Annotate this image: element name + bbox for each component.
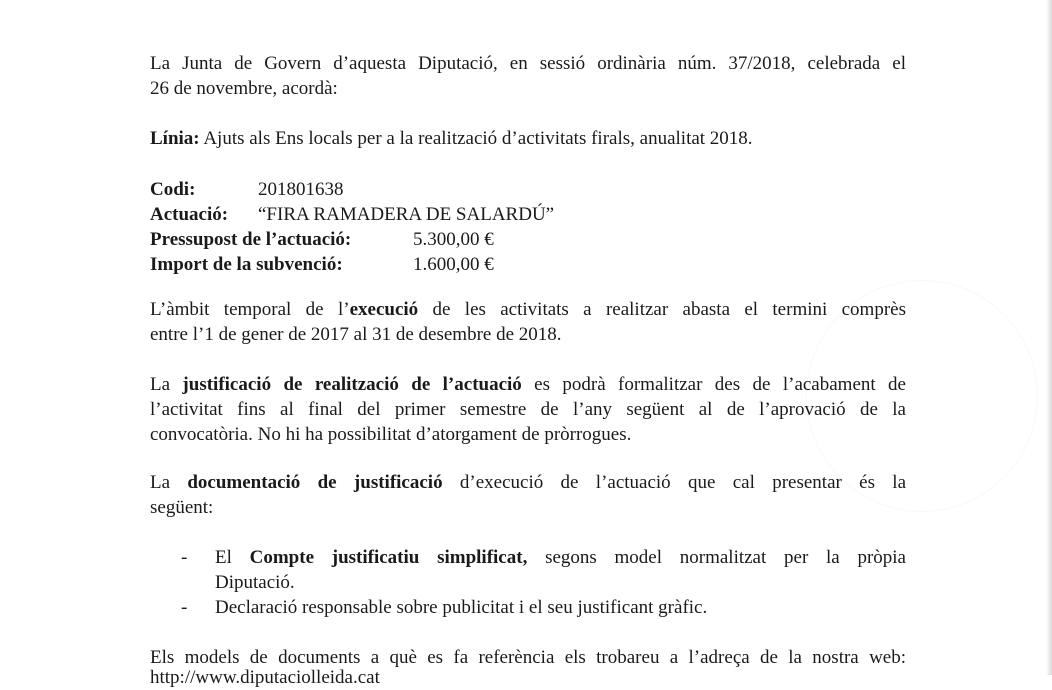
- linia-paragraph: [150, 127, 753, 151]
- linia-text: Ajuts als Ens locals per a la realització d’activitats firals, anualitat 2018.: [199, 128, 753, 149]
- pressupost-value: 5.300,00 €: [413, 229, 494, 250]
- bullet-1-post: segons model normalitzat per la pròpia: [527, 547, 906, 568]
- page-edge-shadow: [1046, 0, 1052, 675]
- import-value: 1.600,00 €: [413, 254, 494, 275]
- actuacio-value: “FIRA RAMADERA DE SALARDÚ”: [258, 204, 555, 225]
- linia-label: Línia:: [150, 128, 200, 149]
- intro-line-2: 26 de novembre, acordà:: [150, 78, 338, 99]
- models-line-2-cropped: [150, 667, 470, 688]
- bullet-1-pre: El: [215, 547, 250, 568]
- ambit-pre: L’àmbit temporal de l’: [150, 299, 350, 320]
- actuacio-label: Actuació:: [150, 204, 229, 225]
- documentacio-bold: documentació de justificació: [187, 472, 443, 493]
- bullet-1-line-1: [215, 546, 906, 570]
- intro-line-1: La Junta de Govern d’aquesta Diputació, en sessió ordinària núm. 37/2018, celebrada el: [150, 53, 906, 74]
- bullet-dash-2: -: [181, 597, 188, 618]
- justificacio-line-1: [150, 373, 906, 397]
- justificacio-line-3: convocatòria. No hi ha possibilitat d’atorgament de pròrrogues.: [150, 424, 632, 445]
- ambit-line-1: [150, 298, 906, 322]
- justificacio-post: es podrà formalitzar des de l’acabament de: [521, 374, 906, 395]
- ambit-post: de les activitats a realitzar abasta el termini comprès: [418, 299, 906, 320]
- bullet-dash-1: -: [181, 547, 188, 568]
- ambit-bold: execució: [349, 299, 419, 320]
- documentacio-line-2: següent:: [150, 497, 214, 518]
- justificacio-bold: justificació de realització de l’actuació: [182, 374, 522, 395]
- import-label: Import de la subvenció:: [150, 254, 343, 275]
- models-line-1: Els models de documents a què es fa referència els trobareu a l’adreça de la nostra web:: [150, 647, 906, 668]
- documentacio-post: d’execució de l’actuació que cal presentar és la: [442, 472, 907, 493]
- codi-value: 201801638: [258, 179, 344, 200]
- models-url: http://www.diputaciolleida.cat: [150, 667, 380, 688]
- bullet-2: Declaració responsable sobre publicitat i el seu justificant gràfic.: [215, 597, 708, 618]
- justificacio-pre: La: [150, 374, 183, 395]
- documentacio-pre: La: [150, 472, 188, 493]
- documentacio-line-1: [150, 471, 906, 495]
- pressupost-label: Pressupost de l’actuació:: [150, 229, 352, 250]
- ambit-line-2: entre l’1 de gener de 2017 al 31 de desembre de 2018.: [150, 324, 562, 345]
- bullet-1-line-2: Diputació.: [215, 572, 295, 593]
- bullet-1-bold: Compte justificatiu simplificat,: [249, 547, 528, 568]
- codi-label: Codi:: [150, 179, 196, 200]
- justificacio-line-2: l’activitat fins al final del primer semestre de l’any següent al de l’aprovació de la: [150, 399, 906, 420]
